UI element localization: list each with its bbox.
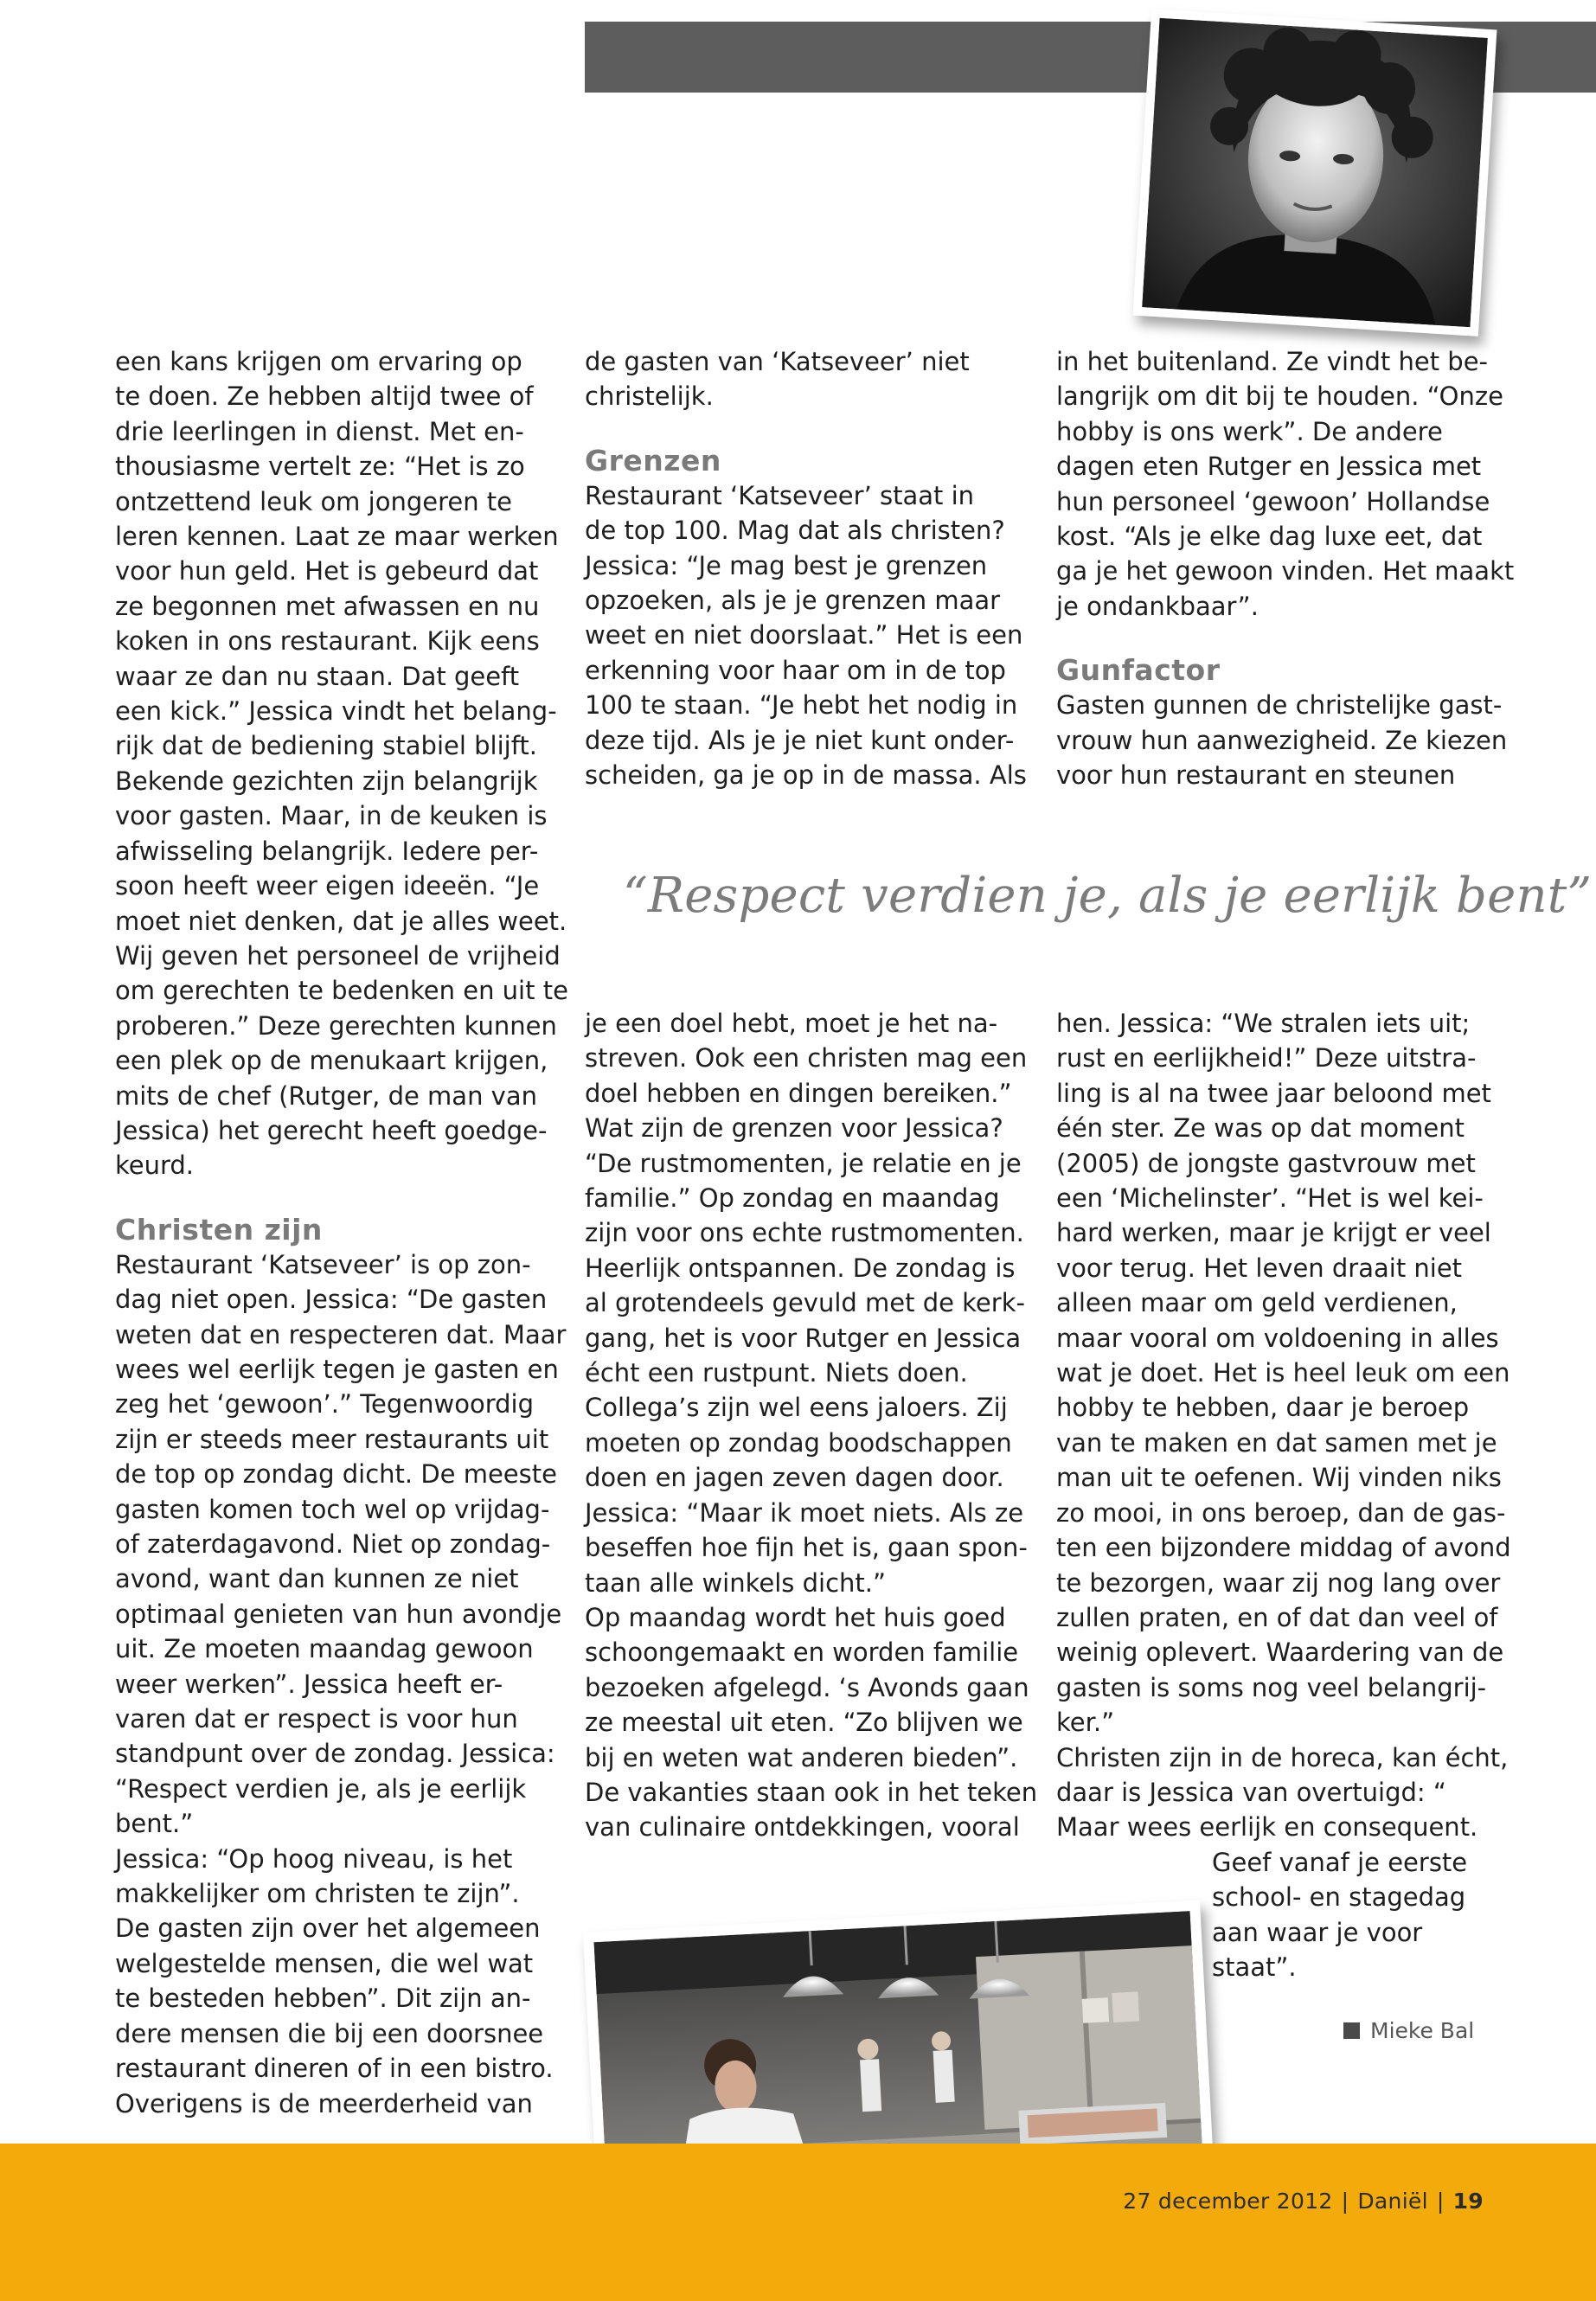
column-2 — [585, 344, 1027, 792]
text-line: zullen praten, en of dat dan veel of — [1056, 1602, 1498, 1632]
text-line: wees wel eerlijk tegen je gasten en — [115, 1354, 559, 1384]
text-line: hun personeel ‘gewoon’ Hollandse — [1056, 486, 1490, 516]
text-line: van te maken en dat samen met je — [1056, 1427, 1497, 1458]
text-line: Bekende gezichten zijn belangrijk — [115, 766, 538, 796]
text-line: te doen. Ze hebben altijd twee of — [115, 381, 534, 412]
text-line: taan alle winkels dicht.” — [585, 1567, 886, 1598]
column-2-text-b — [585, 478, 1027, 793]
text-line: makkelijker om christen te zijn”. — [115, 1879, 520, 1909]
text-line: één ster. Ze was op dat moment — [1056, 1113, 1465, 1144]
text-line: drie leerlingen in dienst. Met en- — [115, 416, 524, 446]
text-line: een kans krijgen om ervaring op — [115, 347, 522, 376]
text-line: langrijk om dit bij te houden. “Onze — [1056, 381, 1503, 412]
text-line: weinig oplevert. Waardering van de — [1056, 1638, 1504, 1668]
text-line: Heerlijk ontspannen. De zondag is — [585, 1253, 1016, 1283]
column-2-text-a — [585, 344, 1027, 414]
text-line: uit. Ze moeten maandag gewoon — [115, 1634, 534, 1664]
text-line: optimaal genieten van hun avondje — [115, 1599, 562, 1629]
text-line: Wat zijn de grenzen voor Jessica? — [585, 1113, 1003, 1144]
text-line: avond, want dan kunnen ze niet — [115, 1564, 519, 1594]
text-line: je ondankbaar”. — [1056, 591, 1259, 621]
text-line: standpunt over de zondag. Jessica: — [115, 1739, 555, 1769]
text-line: Overigens is de meerderheid van — [115, 2088, 533, 2118]
column-3-text-b — [1056, 688, 1514, 792]
text-line: dere mensen die bij een doorsnee — [115, 2018, 544, 2048]
text-line: gang, het is voor Rutger en Jessica — [585, 1323, 1022, 1353]
text-line: een plek op de menukaart krijgen, — [115, 1046, 548, 1076]
text-line: zeg het ‘gewoon’.” Tegenwoordig — [115, 1389, 534, 1420]
text-line: voor terug. Het leven draait niet — [1056, 1253, 1463, 1283]
text-line: “De rustmomenten, je relatie en je — [585, 1148, 1022, 1178]
text-line: koken in ons restaurant. Kijk eens — [115, 626, 540, 657]
text-line: waar ze dan nu staan. Dat geeft — [115, 661, 520, 691]
text-line: ten een bijzondere middag of avond — [1056, 1533, 1511, 1563]
text-line: De gasten zijn over het algemeen — [115, 1913, 541, 1944]
text-line: Jessica) het gerecht heeft goedge- — [115, 1115, 548, 1145]
text-line: rijk dat de bediening stabiel blijft. — [115, 731, 537, 761]
footer-page-number: 19 — [1452, 2189, 1484, 2214]
text-line: 100 te staan. “Je hebt het nodig in — [585, 690, 1018, 721]
text-line: om gerechten te bedenken en uit te — [115, 976, 568, 1006]
text-line: kost. “Als je elke dag luxe eet, dat — [1056, 522, 1483, 552]
text-line: school- en stagedag — [1212, 1882, 1466, 1913]
text-line: de top 100. Mag dat als christen? — [585, 516, 1005, 546]
author-name: Mieke Bal — [1370, 2018, 1475, 2043]
heading-christen-zijn: Christen zijn — [115, 1212, 323, 1247]
text-line: van culinaire ontdekkingen, vooral — [585, 1812, 1020, 1843]
text-line: Maar wees eerlijk en consequent. — [1056, 1812, 1478, 1843]
text-line: hard werken, maar je krijgt er veel — [1056, 1218, 1491, 1248]
text-line: erkenning voor haar om in de top — [585, 655, 1006, 685]
text-line: welgestelde mensen, die wel wat — [115, 1948, 534, 1978]
column-4-text — [585, 1006, 1037, 1845]
column-1-text-a — [115, 344, 568, 1183]
text-line: te bezorgen, waar zij nog lang over — [1056, 1567, 1501, 1598]
text-line: hobby te hebben, daar je beroep — [1056, 1393, 1470, 1423]
text-line: bent.” — [115, 1809, 194, 1839]
text-line: doel hebben en dingen bereiken.” — [585, 1078, 1012, 1108]
text-line: ker.” — [1056, 1708, 1115, 1738]
text-line: ling is al na twee jaar beloond met — [1056, 1078, 1491, 1108]
text-line: Op maandag wordt het huis goed — [585, 1602, 1006, 1632]
text-line: moeten op zondag boodschappen — [585, 1427, 1012, 1458]
text-line: Wij geven het personeel de vrijheid — [115, 940, 561, 971]
text-line: man uit te oefenen. Wij vinden niks — [1056, 1463, 1502, 1493]
text-line: te besteden hebben”. Dit zijn an- — [115, 1984, 531, 2014]
footer-magazine: Daniël — [1357, 2189, 1428, 2214]
text-line: (2005) de jongste gastvrouw met — [1056, 1148, 1476, 1178]
text-line: varen dat er respect is voor hun — [115, 1704, 518, 1734]
text-line: hen. Jessica: “We stralen iets uit; — [1056, 1009, 1471, 1038]
text-line: maar vooral om voldoening in alles — [1056, 1323, 1499, 1353]
text-line: zo mooi, in ons beroep, dan de gas- — [1056, 1497, 1506, 1528]
text-line: soon heeft weer eigen ideeën. “Je — [115, 871, 540, 901]
text-line: de top op zondag dicht. De meeste — [115, 1459, 557, 1490]
text-line: je een doel hebt, moet je het na- — [585, 1009, 998, 1038]
text-line: aan waar je voor — [1212, 1917, 1423, 1947]
text-line: dag niet open. Jessica: “De gasten — [115, 1285, 548, 1315]
text-line: dagen eten Rutger en Jessica met — [1056, 452, 1482, 482]
text-line: ga je het gewoon vinden. Het maakt — [1056, 556, 1515, 586]
text-line: Jessica: “Maar ik moet niets. Als ze — [585, 1497, 1024, 1528]
text-line: weer werken”. Jessica heeft er- — [115, 1669, 503, 1699]
heading-gunfactor: Gunfactor — [1056, 653, 1221, 688]
text-line: gasten komen toch wel op vrijdag- — [115, 1494, 550, 1524]
text-line: Restaurant ‘Katseveer’ staat in — [585, 480, 975, 510]
column-3 — [1056, 344, 1514, 792]
footer-date: 27 december 2012 — [1123, 2189, 1333, 2214]
text-line: deze tijd. Als je je niet kunt onder- — [585, 725, 1015, 755]
text-line: voor hun restaurant en steunen — [1056, 760, 1456, 791]
text-line: daar is Jessica van overtuigd: “ — [1056, 1777, 1446, 1807]
text-line: voor gasten. Maar, in de keuken is — [115, 801, 548, 831]
text-line: keurd. — [115, 1150, 195, 1181]
text-line: rust en eerlijkheid!” Deze uitstra- — [1056, 1043, 1477, 1074]
author-credit — [1343, 2018, 1474, 2043]
text-line: écht een rustpunt. Niets doen. — [585, 1358, 968, 1388]
text-line: ze begonnen met afwassen en nu — [115, 591, 540, 621]
text-line: Restaurant ‘Katseveer’ is op zon- — [115, 1249, 531, 1279]
text-line: ze meestal uit eten. “Zo blijven we — [585, 1708, 1023, 1738]
text-line: de gasten van ‘Katseveer’ niet — [585, 347, 970, 376]
text-line: hobby is ons werk”. De andere — [1056, 416, 1443, 446]
text-line: “Respect verdien je, als je eerlijk — [115, 1773, 527, 1804]
text-line: voor hun geld. Het is gebeurd dat — [115, 556, 539, 586]
text-line: christelijk. — [585, 381, 714, 412]
text-line: weten dat en respecteren dat. Maar — [115, 1319, 567, 1349]
text-line: proberen.” Deze gerechten kunnen — [115, 1010, 557, 1041]
text-line: Jessica: “Je mag best je grenzen — [585, 550, 988, 580]
text-line: bij en weten wat anderen bieden”. — [585, 1742, 1018, 1772]
text-line: een kick.” Jessica vindt het belang- — [115, 696, 557, 727]
text-line: staat”. — [1212, 1952, 1297, 1982]
text-line: zijn er steeds meer restaurants uit — [115, 1424, 549, 1454]
text-line: schoongemaakt en worden familie — [585, 1638, 1019, 1668]
text-line: vrouw hun aanwezigheid. Ze kiezen — [1056, 725, 1508, 755]
text-line: mits de chef (Rutger, de man van — [115, 1080, 537, 1111]
text-line: De vakanties staan ook in het teken — [585, 1777, 1038, 1807]
text-line: al grotendeels gevuld met de kerk- — [585, 1288, 1025, 1318]
text-line: streven. Ook een christen mag een — [585, 1043, 1028, 1074]
text-line: Geef vanaf je eerste — [1212, 1847, 1468, 1877]
text-line: leren kennen. Laat ze maar werken — [115, 522, 559, 552]
text-line: weet en niet doorslaat.” Het is een — [585, 620, 1023, 651]
portrait-photo — [1133, 9, 1497, 336]
text-line: wat je doet. Het is heel leuk om een — [1056, 1358, 1510, 1388]
text-line: alleen maar om geld verdienen, — [1056, 1288, 1458, 1318]
text-line: Gasten gunnen de christelijke gast- — [1056, 690, 1503, 721]
text-line: Christen zijn in de horeca, kan écht, — [1056, 1742, 1509, 1772]
text-line: opzoeken, als je je grenzen maar — [585, 586, 1001, 616]
text-line: of zaterdagavond. Niet op zondag- — [115, 1529, 551, 1559]
text-line: een ‘Michelinster’. “Het is wel kei- — [1056, 1183, 1484, 1214]
text-line: zijn voor ons echte rustmomenten. — [585, 1218, 1024, 1248]
column-1-text-b — [115, 1247, 568, 2121]
text-line: Jessica: “Op hoog niveau, is het — [115, 1843, 513, 1874]
text-line: beseffen hoe fijn het is, gaan spon- — [585, 1533, 1028, 1563]
text-line: gasten is soms nog veel belangrij- — [1056, 1672, 1487, 1702]
text-line: scheiden, ga je op in de massa. Als — [585, 760, 1027, 791]
text-line: ontzettend leuk om jongeren te — [115, 486, 513, 516]
footer-band — [0, 2144, 1596, 2301]
text-line: in het buitenland. Ze vindt het be- — [1056, 347, 1489, 376]
text-line: bezoeken afgelegd. ‘s Avonds gaan — [585, 1672, 1029, 1702]
text-line: thousiasme vertelt ze: “Het is zo — [115, 452, 525, 482]
text-line: afwisseling belangrijk. Iedere per- — [115, 836, 539, 866]
pull-quote: “Respect verdien je, als je eerlijk bent” — [623, 868, 1593, 924]
column-3-text-a — [1056, 344, 1514, 624]
column-4 — [585, 1006, 1037, 1845]
text-line: familie.” Op zondag en maandag — [585, 1183, 1000, 1214]
text-line: doen en jagen zeven dagen door. — [585, 1463, 1004, 1493]
page-footer: 27 december 2012 | Daniël | 19 — [1123, 2189, 1484, 2214]
column-1 — [115, 344, 568, 2121]
column-5 — [1056, 1006, 1511, 1984]
heading-grenzen: Grenzen — [585, 443, 721, 478]
square-bullet-icon — [1343, 2022, 1360, 2039]
text-line: moet niet denken, dat je alles weet. — [115, 906, 567, 936]
text-line: restaurant dineren of in een bistro. — [115, 2054, 554, 2084]
column-5-text — [1056, 1006, 1511, 1845]
text-line: Collega’s zijn wel eens jaloers. Zij — [585, 1393, 1008, 1423]
